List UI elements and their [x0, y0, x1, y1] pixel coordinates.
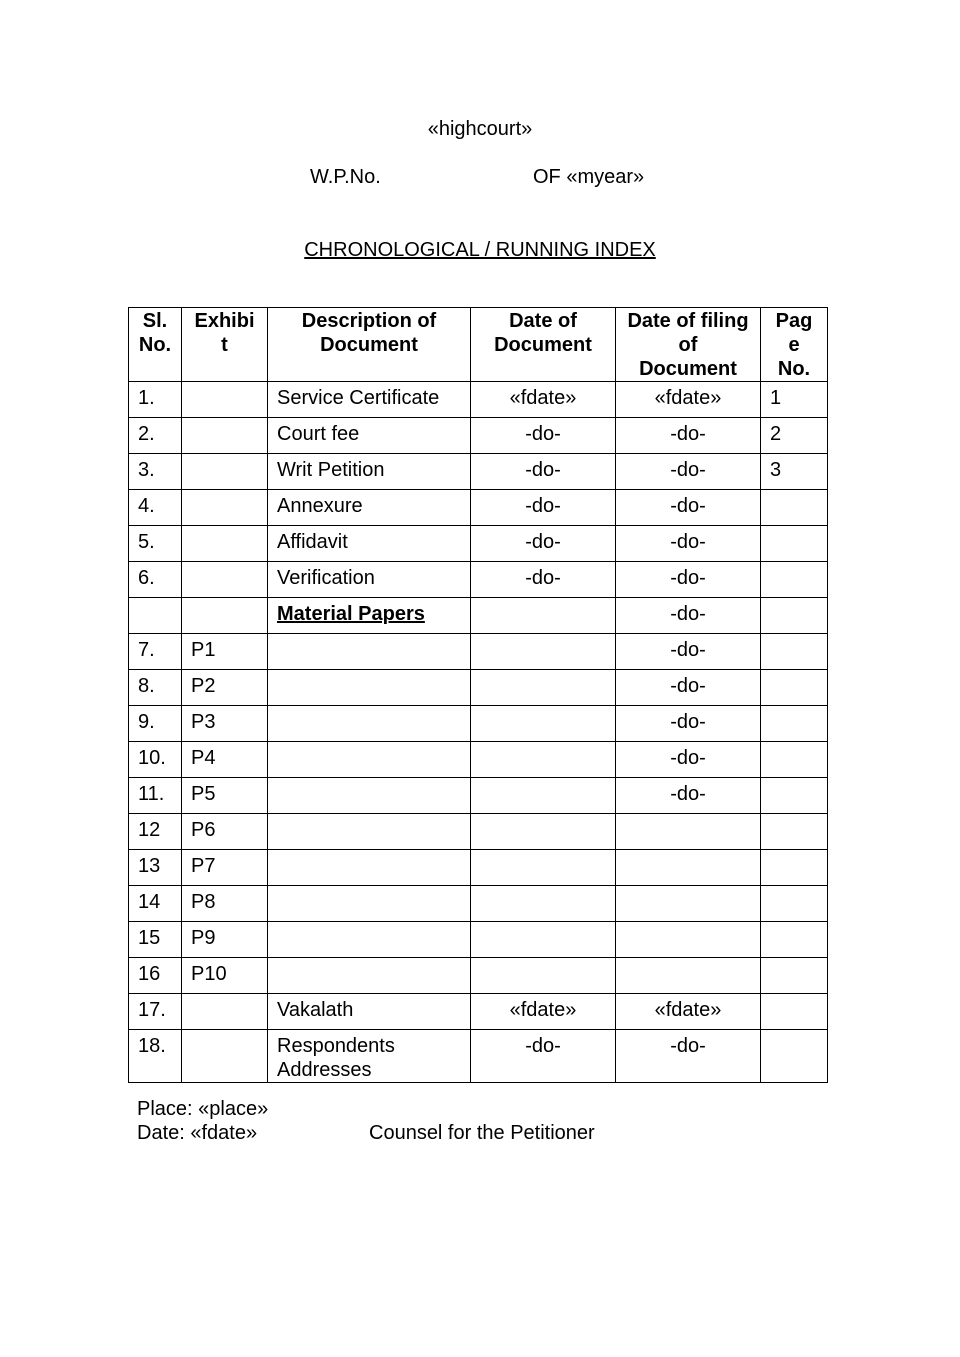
cell-page	[761, 1030, 828, 1083]
cell-date-of-document	[471, 598, 616, 634]
table-row	[129, 1030, 828, 1083]
cell-sl: 16	[129, 958, 182, 994]
cell-page: 3	[761, 454, 828, 490]
cell-date-of-filing: -do-	[616, 778, 761, 814]
cell-description	[268, 670, 471, 706]
index-table	[128, 307, 828, 1083]
cell-date-of-filing	[616, 922, 761, 958]
cell-date-of-document	[471, 850, 616, 886]
cell-exhibit	[182, 526, 268, 562]
cell-description	[268, 814, 471, 850]
cell-date-of-filing	[616, 850, 761, 886]
cell-page	[761, 778, 828, 814]
header-sl-no	[129, 308, 182, 382]
cell-page	[761, 850, 828, 886]
cell-date-of-document: -do-	[471, 562, 616, 598]
cell-page	[761, 958, 828, 994]
cell-page: 1	[761, 382, 828, 418]
cell-date-of-filing: -do-	[616, 526, 761, 562]
cell-description: Affidavit	[268, 526, 471, 562]
cell-sl: 14	[129, 886, 182, 922]
cell-exhibit: P5	[182, 778, 268, 814]
table-row	[129, 454, 828, 490]
cell-sl: 18.	[129, 1030, 182, 1083]
header-description	[268, 308, 471, 382]
counsel-signature-label: Counsel for the Petitioner	[369, 1122, 595, 1144]
header-line: Document	[639, 358, 737, 380]
date-label: Date: «fdate»	[137, 1122, 258, 1144]
cell-date-of-filing	[616, 958, 761, 994]
cell-sl: 15	[129, 922, 182, 958]
cell-date-of-document	[471, 670, 616, 706]
cell-exhibit	[182, 454, 268, 490]
header-line: Document	[320, 334, 418, 356]
cell-sl: 4.	[129, 490, 182, 526]
cell-sl	[129, 598, 182, 634]
cell-page	[761, 598, 828, 634]
cell-description	[268, 742, 471, 778]
cell-date-of-document: -do-	[471, 526, 616, 562]
cell-date-of-document	[471, 706, 616, 742]
cell-exhibit: P9	[182, 922, 268, 958]
cell-sl: 7.	[129, 634, 182, 670]
cell-page	[761, 742, 828, 778]
header-line: Date of filing	[627, 310, 749, 332]
cell-sl: 17.	[129, 994, 182, 1030]
cell-description	[268, 706, 471, 742]
table-row	[129, 850, 828, 886]
cell-page	[761, 490, 828, 526]
table-row	[129, 994, 828, 1030]
cell-exhibit	[182, 490, 268, 526]
court-name: «highcourt»	[427, 118, 533, 140]
cell-date-of-document: «fdate»	[471, 382, 616, 418]
cell-date-of-filing: -do-	[616, 706, 761, 742]
table-header-row	[129, 308, 828, 382]
header-line: e	[788, 334, 800, 356]
cell-page	[761, 526, 828, 562]
cell-date-of-document: -do-	[471, 1030, 616, 1083]
cell-exhibit: P3	[182, 706, 268, 742]
cell-exhibit	[182, 562, 268, 598]
cell-date-of-document	[471, 886, 616, 922]
header-line: t	[221, 334, 228, 356]
cell-page	[761, 634, 828, 670]
cell-description: Respondents Addresses	[268, 1030, 471, 1083]
cell-exhibit: P1	[182, 634, 268, 670]
header-line: No.	[138, 334, 172, 356]
cell-date-of-filing: -do-	[616, 454, 761, 490]
cell-description: Verification	[268, 562, 471, 598]
cell-description: Annexure	[268, 490, 471, 526]
header-line: Pag	[775, 310, 813, 332]
header-line: Description of	[301, 310, 437, 332]
table-row	[129, 706, 828, 742]
cell-exhibit	[182, 598, 268, 634]
cell-date-of-filing: «fdate»	[616, 994, 761, 1030]
header-line: Document	[494, 334, 592, 356]
header-date-of-document	[471, 308, 616, 382]
header-line: Exhibi	[194, 310, 255, 332]
cell-page: 2	[761, 418, 828, 454]
cell-date-of-document	[471, 958, 616, 994]
cell-sl: 3.	[129, 454, 182, 490]
cell-date-of-document	[471, 634, 616, 670]
place-label: Place: «place»	[137, 1098, 269, 1120]
cell-section-heading: Material Papers	[268, 598, 471, 634]
table-row	[129, 418, 828, 454]
header-page-no	[761, 308, 828, 382]
cell-page	[761, 670, 828, 706]
table-row	[129, 562, 828, 598]
index-title-text: CHRONOLOGICAL / RUNNING INDEX	[304, 239, 656, 261]
cell-date-of-filing: -do-	[616, 670, 761, 706]
cell-page	[761, 814, 828, 850]
cell-date-of-filing	[616, 886, 761, 922]
cell-exhibit	[182, 382, 268, 418]
index-title	[0, 238, 960, 262]
header-line: of	[678, 334, 698, 356]
cell-exhibit	[182, 418, 268, 454]
cell-exhibit	[182, 1030, 268, 1083]
table-row	[129, 814, 828, 850]
cell-description: Vakalath	[268, 994, 471, 1030]
cell-date-of-document	[471, 742, 616, 778]
cell-description	[268, 958, 471, 994]
cell-date-of-filing	[616, 814, 761, 850]
year-label: OF «myear»	[533, 166, 645, 188]
cell-date-of-filing: -do-	[616, 418, 761, 454]
cell-description	[268, 778, 471, 814]
cell-sl: 6.	[129, 562, 182, 598]
table-row	[129, 634, 828, 670]
cell-sl: 8.	[129, 670, 182, 706]
cell-exhibit: P4	[182, 742, 268, 778]
cell-date-of-filing: -do-	[616, 742, 761, 778]
table-row	[129, 490, 828, 526]
cell-page	[761, 706, 828, 742]
cell-description	[268, 886, 471, 922]
header-line: No.	[777, 358, 811, 380]
wp-number-label: W.P.No.	[310, 166, 381, 188]
header-date-of-filing	[616, 308, 761, 382]
cell-date-of-filing: -do-	[616, 1030, 761, 1083]
cell-description: Writ Petition	[268, 454, 471, 490]
table-row	[129, 526, 828, 562]
header-exhibit	[182, 308, 268, 382]
cell-date-of-document	[471, 922, 616, 958]
table-row	[129, 778, 828, 814]
table-row	[129, 742, 828, 778]
cell-sl: 12	[129, 814, 182, 850]
cell-page	[761, 994, 828, 1030]
cell-date-of-filing: -do-	[616, 634, 761, 670]
table-row	[129, 382, 828, 418]
header-line: Date of	[509, 310, 577, 332]
cell-exhibit: P2	[182, 670, 268, 706]
cell-sl: 5.	[129, 526, 182, 562]
table-row	[129, 922, 828, 958]
cell-page	[761, 886, 828, 922]
cell-date-of-filing: -do-	[616, 598, 761, 634]
cell-exhibit: P7	[182, 850, 268, 886]
cell-description: Court fee	[268, 418, 471, 454]
table-row	[129, 670, 828, 706]
cell-date-of-document: -do-	[471, 418, 616, 454]
cell-sl: 9.	[129, 706, 182, 742]
cell-date-of-document: «fdate»	[471, 994, 616, 1030]
cell-sl: 13	[129, 850, 182, 886]
cell-date-of-document	[471, 778, 616, 814]
cell-description	[268, 850, 471, 886]
cell-sl: 10.	[129, 742, 182, 778]
table-row	[129, 598, 828, 634]
cell-date-of-document	[471, 814, 616, 850]
cell-description	[268, 922, 471, 958]
table-row	[129, 886, 828, 922]
cell-date-of-filing: «fdate»	[616, 382, 761, 418]
cell-description: Service Certificate	[268, 382, 471, 418]
cell-sl: 1.	[129, 382, 182, 418]
cell-date-of-document: -do-	[471, 490, 616, 526]
table-row	[129, 958, 828, 994]
cell-exhibit: P6	[182, 814, 268, 850]
cell-description	[268, 634, 471, 670]
cell-sl: 2.	[129, 418, 182, 454]
cell-page	[761, 922, 828, 958]
cell-exhibit: P10	[182, 958, 268, 994]
cell-date-of-document: -do-	[471, 454, 616, 490]
cell-exhibit	[182, 994, 268, 1030]
cell-date-of-filing: -do-	[616, 562, 761, 598]
cell-page	[761, 562, 828, 598]
cell-sl: 11.	[129, 778, 182, 814]
cell-date-of-filing: -do-	[616, 490, 761, 526]
header-line: Sl.	[142, 310, 168, 332]
cell-exhibit: P8	[182, 886, 268, 922]
